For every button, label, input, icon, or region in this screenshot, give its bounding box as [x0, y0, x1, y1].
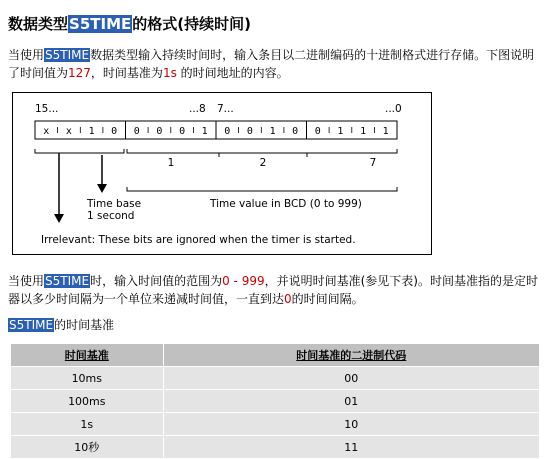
bit-label-7: 7... [217, 103, 234, 115]
text: ，并说明时间基准(参见下表)。时间基准指的是定时器以多少时间隔为一个单位来递减时间值，一直到达 [8, 274, 538, 306]
bit-label-0: ...0 [385, 103, 402, 115]
bit-cell: 0 [156, 126, 163, 137]
time-base-table [10, 343, 540, 459]
table-row [11, 390, 540, 413]
text: ，时间基准为 [90, 66, 163, 80]
page-title [8, 13, 251, 34]
keyword-highlight: S5TIME [45, 48, 90, 62]
title-text: 数据类型 [8, 15, 69, 33]
table-row [11, 436, 540, 459]
time-base-label: Time base [87, 198, 142, 210]
text: 的时间间隔。 [291, 292, 364, 306]
title-highlight: S5TIME [69, 15, 132, 33]
bit-cell: 1 [269, 126, 276, 137]
time-base-heading [8, 316, 114, 333]
bit-label-8: ...8 [189, 103, 206, 115]
nibble-dividers [58, 121, 375, 139]
bit-cell: 1 [360, 126, 367, 137]
time-value-label: Time value in BCD (0 to 999) [210, 198, 362, 210]
value: 1s [162, 66, 177, 80]
bit-cell: 0 [133, 126, 140, 137]
digit-tens: 2 [259, 157, 267, 169]
title-suffix: 的格式(持续时间) [132, 15, 251, 33]
bit-cell: 1 [201, 126, 208, 137]
time-value-brace [127, 187, 397, 191]
bit-label-15: 15... [35, 103, 59, 115]
table-cell: 10秒 [11, 436, 164, 459]
range-paragraph [8, 272, 543, 308]
column-header-binary-code: 时间基准的二进制代码 [163, 344, 539, 367]
table-cell: 1s [11, 413, 164, 436]
bit-cell: 0 [111, 126, 118, 137]
text: 的时间地址的内容。 [176, 66, 289, 80]
bit-cell: x [43, 126, 50, 137]
table-row [11, 367, 540, 390]
diagram-canvas [13, 93, 431, 254]
table-cell: 10 [163, 413, 539, 436]
bit-cell: 0 [246, 126, 253, 137]
bit-cell: 1 [382, 126, 389, 137]
table-cell: 01 [163, 390, 539, 413]
text: 当使用 [8, 274, 45, 288]
table-cell: 00 [163, 367, 539, 390]
s5time-bit-diagram [12, 92, 432, 255]
text: 当使用 [8, 48, 45, 62]
value: 0 - 999 [222, 274, 265, 288]
table-cell: 10ms [11, 367, 164, 390]
text: 时，输入时间值的范围为 [90, 274, 223, 288]
value: 0 [284, 292, 292, 306]
time-base-arrow-head [97, 184, 107, 193]
table-cell: 11 [163, 436, 539, 459]
bit-cell: 0 [179, 126, 186, 137]
bit-cell: 0 [292, 126, 299, 137]
bit-cell: 1 [337, 126, 344, 137]
value: 127 [68, 66, 91, 80]
keyword-highlight: S5TIME [9, 318, 54, 332]
bit-cell: x [65, 126, 72, 137]
irrelevant-label: Irrelevant: These bits are ignored when the timer is started. [41, 234, 356, 246]
text: 数据类型输入持续时间时，输入条目以二进制编码的十进制格式进行存储。下图说明了时间值为 [8, 48, 535, 80]
bit-cell: 0 [224, 126, 231, 137]
keyword-highlight: S5TIME [45, 274, 90, 288]
bit-cell: 0 [314, 126, 321, 137]
digit-hundreds: 1 [167, 157, 175, 169]
column-header-time-base: 时间基准 [11, 344, 164, 367]
heading-text: 的时间基准 [54, 318, 115, 332]
digit-ones: 7 [369, 157, 377, 169]
time-base-brace [35, 149, 124, 153]
digit-braces [127, 149, 397, 157]
irrelevant-arrow-head [54, 214, 64, 223]
time-base-value: 1 second [87, 210, 135, 222]
bit-cell: 1 [88, 126, 95, 137]
table-header-row [11, 344, 540, 367]
table-cell: 100ms [11, 390, 164, 413]
table-row [11, 413, 540, 436]
intro-paragraph [8, 46, 543, 82]
